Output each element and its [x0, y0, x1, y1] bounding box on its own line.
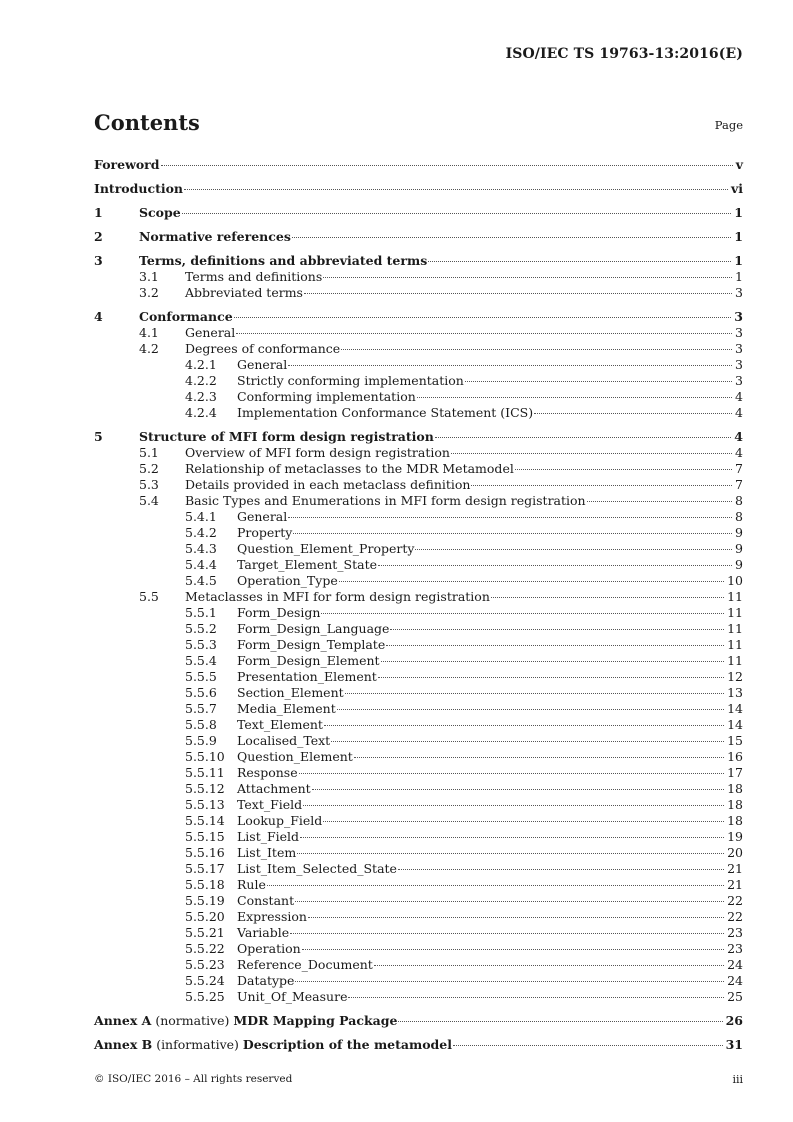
toc-entry-page: 17: [727, 765, 743, 780]
toc-entry[interactable]: [94, 269, 743, 285]
leader-dots: [288, 364, 732, 366]
toc-entry[interactable]: [94, 781, 743, 797]
leader-dots: [267, 884, 724, 886]
leader-dots: [290, 932, 724, 934]
toc-entry-title: Foreword: [94, 157, 160, 172]
toc-entry[interactable]: [94, 861, 743, 877]
toc-entry-title: Abbreviated terms: [185, 285, 303, 300]
leader-dots: [312, 788, 724, 790]
leader-dots: [378, 564, 732, 566]
leader-dots: [324, 724, 724, 726]
leader-dots: [345, 692, 724, 694]
leader-dots: [348, 996, 724, 998]
toc-entry[interactable]: [94, 589, 743, 605]
toc-entry-number: 5.5: [139, 589, 159, 604]
toc-entry-title: Conformance: [139, 309, 233, 324]
toc-entry-number: 5.4.2: [185, 525, 217, 540]
leader-dots: [337, 708, 724, 710]
toc-entry-number: 5.5.7: [185, 701, 217, 716]
toc-entry-number: 5: [94, 429, 103, 444]
toc-entry-number: 5.5.14: [185, 813, 225, 828]
toc-entry-page: 7: [735, 461, 743, 476]
toc-entry[interactable]: [94, 341, 743, 357]
toc-entry-number: 5.4: [139, 493, 159, 508]
toc-entry[interactable]: [94, 797, 743, 813]
toc-entry[interactable]: [94, 605, 743, 621]
toc-entry-number: 4: [94, 309, 103, 324]
toc-entry-page: 4: [734, 429, 743, 444]
toc-entry[interactable]: [94, 445, 743, 461]
leader-dots: [302, 948, 724, 950]
toc-entry-title: Reference_Document: [237, 957, 373, 972]
leader-dots: [378, 676, 724, 678]
leader-dots: [295, 980, 724, 982]
toc-entry-page: 14: [727, 717, 743, 732]
leader-dots: [428, 260, 731, 262]
toc-entry-number: 5.4.1: [185, 509, 217, 524]
toc-entry-page: 3: [735, 325, 743, 340]
toc-entry-title: Strictly conforming implementation: [237, 373, 464, 388]
toc-entry-title: Lookup_Field: [237, 813, 323, 828]
toc-entry[interactable]: [94, 525, 743, 541]
toc-entry[interactable]: [94, 813, 743, 829]
leader-dots: [323, 820, 724, 822]
leader-dots: [303, 804, 724, 806]
toc-entry[interactable]: [94, 845, 743, 861]
toc-entry[interactable]: [94, 829, 743, 845]
leader-dots: [534, 412, 732, 414]
toc-entry-page: 21: [727, 877, 743, 892]
toc-entry-title: Details provided in each metaclass definition: [185, 477, 471, 492]
toc-entry-title: Question_Element_Property: [237, 541, 415, 556]
toc-entry-title: Expression: [237, 909, 307, 924]
toc-entry-number: 3.1: [139, 269, 159, 284]
leader-dots: [374, 964, 724, 966]
toc-entry-title: Unit_Of_Measure: [237, 989, 348, 1004]
toc-entry-number: 1: [94, 205, 103, 220]
toc-entry[interactable]: [94, 405, 743, 421]
toc-entry-number: 5.5.25: [185, 989, 225, 1004]
toc-entry-page: 24: [727, 957, 743, 972]
toc-entry-number: 4.1: [139, 325, 159, 340]
toc-entry[interactable]: [94, 621, 743, 637]
leader-dots: [465, 380, 732, 382]
toc-entry-title: Scope: [139, 205, 181, 220]
toc-entry[interactable]: [94, 357, 743, 373]
toc-entry-page: 11: [727, 637, 743, 652]
toc-entry-page: 25: [727, 989, 743, 1004]
toc-entry-title: General: [237, 509, 288, 524]
toc-entry-page: 1: [734, 205, 743, 220]
toc-entry-title: Implementation Conformance Statement (ICS): [237, 405, 534, 420]
annex-kind: (normative): [155, 1013, 230, 1028]
toc-entry-page: 31: [725, 1037, 743, 1052]
toc-entry[interactable]: [94, 669, 743, 685]
toc-entry-page: 1: [734, 253, 743, 268]
toc-entry-title: Text_Field: [237, 797, 303, 812]
toc-entry-title: Terms, definitions and abbreviated terms: [139, 253, 428, 268]
leader-dots: [491, 596, 724, 598]
toc-entry-number: 5.5.6: [185, 685, 217, 700]
toc-entry[interactable]: [94, 989, 743, 1005]
toc-entry-page: 23: [727, 925, 743, 940]
leader-dots: [184, 188, 728, 190]
toc-entry[interactable]: [94, 373, 743, 389]
leader-dots: [321, 612, 724, 614]
leader-dots: [161, 164, 733, 166]
footer-page-number: iii: [732, 1073, 743, 1086]
annex-title: Description of the metamodel: [242, 1037, 452, 1052]
toc-entry-page: 23: [727, 941, 743, 956]
toc-entry[interactable]: [94, 309, 743, 325]
document-header-id: ISO/IEC TS 19763-13:2016(E): [505, 46, 743, 62]
toc-entry-page: 1: [734, 229, 743, 244]
toc-entry-title: Introduction: [94, 181, 184, 196]
annex-label: Annex B: [94, 1037, 153, 1052]
toc-entry-page: 3: [735, 285, 743, 300]
toc-entry-page: 11: [727, 605, 743, 620]
toc-entry-page: 11: [727, 653, 743, 668]
toc-entry-page: 18: [727, 781, 743, 796]
annex-title: MDR Mapping Package: [233, 1013, 398, 1028]
toc-entry[interactable]: [94, 157, 743, 173]
leader-dots: [398, 1020, 722, 1022]
toc-entry[interactable]: [94, 765, 743, 781]
toc-entry-number: 5.5.17: [185, 861, 225, 876]
toc-entry-number: 5.5.13: [185, 797, 225, 812]
toc-entry[interactable]: [94, 229, 743, 245]
toc-entry-page: 19: [727, 829, 743, 844]
annex-kind: (informative): [156, 1037, 239, 1052]
toc-entry-title: Media_Element: [237, 701, 336, 716]
toc-entry-title: Degrees of conformance: [185, 341, 341, 356]
toc-entry[interactable]: [94, 285, 743, 301]
toc-entry-title: Text_Element: [237, 717, 323, 732]
toc-entry[interactable]: [94, 253, 743, 269]
toc-entry-title: Basic Types and Enumerations in MFI form design registration: [185, 493, 586, 508]
toc-entry-page: 24: [727, 973, 743, 988]
toc-entry-title: List_Item_Selected_State: [237, 861, 397, 876]
toc-entry-page: 26: [725, 1013, 743, 1028]
toc-entry-page: 18: [727, 813, 743, 828]
toc-entry-page: 1: [735, 269, 743, 284]
toc-entry-page: vi: [730, 181, 743, 196]
toc-entry-page: 10: [727, 573, 743, 588]
toc-entry[interactable]: [94, 389, 743, 405]
toc-entry-number: 4.2.3: [185, 389, 217, 404]
toc-entry-number: 5.5.8: [185, 717, 217, 732]
toc-entry[interactable]: [94, 477, 743, 493]
leader-dots: [292, 236, 731, 238]
toc-entry-title: Constant: [237, 893, 295, 908]
toc-entry-page: 3: [735, 373, 743, 388]
toc-entry-title: Localised_Text: [237, 733, 331, 748]
toc-entry[interactable]: [94, 205, 743, 221]
toc-entry-page: 8: [735, 493, 743, 508]
toc-entry-page: 8: [735, 509, 743, 524]
toc-entry-page: 3: [734, 309, 743, 324]
leader-dots: [381, 660, 725, 662]
toc-annex-title: [94, 1013, 397, 1029]
toc-entry-title: Question_Element: [237, 749, 353, 764]
toc-entry[interactable]: [94, 957, 743, 973]
toc-entry-number: 5.5.11: [185, 765, 225, 780]
toc-entry[interactable]: [94, 573, 743, 589]
toc-entry-number: 2: [94, 229, 103, 244]
toc-entry-number: 5.5.5: [185, 669, 217, 684]
toc-entry-page: 21: [727, 861, 743, 876]
toc-entry[interactable]: [94, 909, 743, 925]
toc-entry-number: 5.5.4: [185, 653, 217, 668]
footer-copyright: © ISO/IEC 2016 – All rights reserved: [94, 1073, 293, 1085]
toc-entry[interactable]: [94, 557, 743, 573]
toc-entry-number: 5.4.4: [185, 557, 217, 572]
toc-entry-page: 11: [727, 621, 743, 636]
toc-entry[interactable]: [94, 637, 743, 653]
toc-entry[interactable]: [94, 941, 743, 957]
toc-entry[interactable]: [94, 717, 743, 733]
toc-entry-number: 5.5.12: [185, 781, 225, 796]
toc-entry[interactable]: [94, 181, 743, 197]
toc-entry-title: Form_Design_Element: [237, 653, 380, 668]
toc-entry-page: 18: [727, 797, 743, 812]
leader-dots: [451, 452, 732, 454]
toc-entry-page: 12: [727, 669, 743, 684]
leader-dots: [293, 532, 732, 534]
toc-entry-number: 5.5.1: [185, 605, 217, 620]
toc-entry[interactable]: [94, 325, 743, 341]
leader-dots: [515, 468, 732, 470]
leader-dots: [339, 580, 724, 582]
toc-entry-number: 4.2: [139, 341, 159, 356]
leader-dots: [323, 276, 732, 278]
leader-dots: [182, 212, 732, 214]
leader-dots: [453, 1044, 723, 1046]
leader-dots: [297, 852, 724, 854]
toc-entry-page: 9: [735, 557, 743, 572]
toc-entry-number: 5.5.24: [185, 973, 225, 988]
leader-dots: [435, 436, 731, 438]
toc-entry[interactable]: [94, 541, 743, 557]
toc-entry[interactable]: [94, 493, 743, 509]
toc-entry-title: List_Item: [237, 845, 297, 860]
toc-entry-number: 4.2.2: [185, 373, 217, 388]
toc-entry-page: 4: [735, 445, 743, 460]
toc-entry-title: Normative references: [139, 229, 291, 244]
toc-annex-entry[interactable]: [94, 1013, 743, 1029]
toc-entry-number: 5.5.10: [185, 749, 225, 764]
toc-entry-title: Overview of MFI form design registration: [185, 445, 450, 460]
leader-dots: [390, 628, 724, 630]
toc-entry-title: Form_Design_Language: [237, 621, 390, 636]
toc-entry-page: 13: [727, 685, 743, 700]
toc-entry[interactable]: [94, 877, 743, 893]
leader-dots: [295, 900, 724, 902]
toc-entry-page: 14: [727, 701, 743, 716]
leader-dots: [587, 500, 732, 502]
toc-entry-title: Property: [237, 525, 293, 540]
toc-entry-title: Operation_Type: [237, 573, 338, 588]
toc-entry-number: 5.1: [139, 445, 159, 460]
toc-entry-title: Terms and definitions: [185, 269, 323, 284]
toc-entry-title: List_Field: [237, 829, 300, 844]
toc-entry-title: Target_Element_State: [237, 557, 378, 572]
toc-entry-title: General: [185, 325, 236, 340]
toc-entry-number: 5.5.16: [185, 845, 225, 860]
toc-entry[interactable]: [94, 973, 743, 989]
toc-entry[interactable]: [94, 653, 743, 669]
toc-entry-number: 5.4.3: [185, 541, 217, 556]
toc-entry[interactable]: [94, 733, 743, 749]
toc-entry-title: Form_Design: [237, 605, 321, 620]
toc-entry-number: 3: [94, 253, 103, 268]
page-title: Contents: [94, 110, 200, 135]
toc-entry[interactable]: [94, 509, 743, 525]
toc-entry[interactable]: [94, 429, 743, 445]
toc-entry-title: Datatype: [237, 973, 295, 988]
toc-entry-title: General: [237, 357, 288, 372]
toc-entry-page: 11: [727, 589, 743, 604]
leader-dots: [471, 484, 732, 486]
toc-entry-title: Section_Element: [237, 685, 344, 700]
toc-entry-number: 5.5.21: [185, 925, 225, 940]
toc-entry-page: 20: [727, 845, 743, 860]
leader-dots: [308, 916, 724, 918]
leader-dots: [415, 548, 732, 550]
leader-dots: [398, 868, 724, 870]
toc-entry-title: Conforming implementation: [237, 389, 416, 404]
toc-entry-page: 3: [735, 357, 743, 372]
toc-entry-page: 4: [735, 405, 743, 420]
leader-dots: [417, 396, 732, 398]
toc-entry-number: 5.5.3: [185, 637, 217, 652]
toc-entry-page: 3: [735, 341, 743, 356]
toc-entry-number: 5.5.19: [185, 893, 225, 908]
toc-entry-page: 7: [735, 477, 743, 492]
toc-entry-number: 5.5.23: [185, 957, 225, 972]
toc-annex-title: [94, 1037, 452, 1053]
toc-entry-title: Rule: [237, 877, 266, 892]
annex-label: Annex A: [94, 1013, 152, 1028]
leader-dots: [304, 292, 732, 294]
leader-dots: [300, 836, 724, 838]
toc-entry-number: 5.5.18: [185, 877, 225, 892]
leader-dots: [299, 772, 724, 774]
toc-entry-title: Form_Design_Template: [237, 637, 386, 652]
leader-dots: [331, 740, 724, 742]
toc-entry[interactable]: [94, 701, 743, 717]
leader-dots: [236, 332, 732, 334]
toc-entry[interactable]: [94, 461, 743, 477]
toc-entry-number: 5.5.20: [185, 909, 225, 924]
toc-entry-number: 3.2: [139, 285, 159, 300]
toc-entry-title: Operation: [237, 941, 301, 956]
toc-entry-number: 5.4.5: [185, 573, 217, 588]
toc-annex-entry[interactable]: [94, 1037, 743, 1053]
toc-entry-page: 22: [727, 893, 743, 908]
toc-entry-page: 15: [727, 733, 743, 748]
toc-entry-number: 5.3: [139, 477, 159, 492]
toc-entry[interactable]: [94, 685, 743, 701]
toc-entry-title: Variable: [237, 925, 290, 940]
toc-entry-title: Metaclasses in MFI for form design registration: [185, 589, 490, 604]
leader-dots: [288, 516, 732, 518]
leader-dots: [354, 756, 724, 758]
toc-entry-page: 9: [735, 541, 743, 556]
toc-entry-number: 4.2.1: [185, 357, 217, 372]
toc-entry-page: 9: [735, 525, 743, 540]
toc-entry-page: 22: [727, 909, 743, 924]
toc-entry-number: 5.2: [139, 461, 159, 476]
toc-entry-title: Response: [237, 765, 298, 780]
toc-entry-number: 4.2.4: [185, 405, 217, 420]
toc-entry-title: Presentation_Element: [237, 669, 377, 684]
toc-entry-page: 4: [735, 389, 743, 404]
toc-entry-page: 16: [727, 749, 743, 764]
leader-dots: [234, 316, 732, 318]
leader-dots: [386, 644, 724, 646]
toc-entry[interactable]: [94, 749, 743, 765]
toc-entry-title: Attachment: [237, 781, 311, 796]
page-column-label: Page: [714, 118, 743, 132]
toc-entry-page: v: [735, 157, 743, 172]
toc-entry[interactable]: [94, 925, 743, 941]
toc-entry-title: Relationship of metaclasses to the MDR Metamodel: [185, 461, 514, 476]
toc-entry-number: 5.5.15: [185, 829, 225, 844]
leader-dots: [341, 348, 732, 350]
toc-entry-number: 5.5.2: [185, 621, 217, 636]
toc-entry-number: 5.5.22: [185, 941, 225, 956]
toc-entry-title: Structure of MFI form design registration: [139, 429, 434, 444]
toc-entry-number: 5.5.9: [185, 733, 217, 748]
toc-entry[interactable]: [94, 893, 743, 909]
